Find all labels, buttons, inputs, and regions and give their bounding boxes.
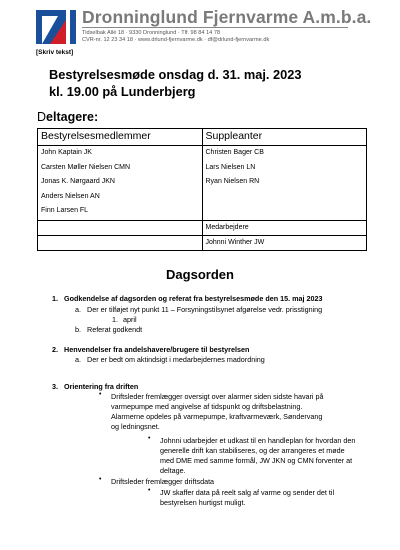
bullet-icon: • bbox=[99, 476, 102, 483]
agenda-item-3-point-1: varmepumpe med angivelse af tidspunkt og driftsbelastning. bbox=[111, 402, 303, 411]
text-placeholder: [Skriv tekst] bbox=[36, 49, 74, 56]
agenda-item-3-subpoint-1: med DME med samme formål, JW JKN og CMN forventer at bbox=[160, 456, 353, 465]
agenda-item-3-number: 3. bbox=[52, 382, 58, 391]
agenda-item-2a-label: a. bbox=[75, 355, 81, 364]
agenda-item-3-title: Orientering fra driften bbox=[64, 382, 139, 391]
members-column-header: Bestyrelsesmedlemmer bbox=[38, 129, 203, 146]
staff-name: Johnni Winther JW bbox=[202, 236, 367, 251]
participants-heading-initial: D bbox=[37, 110, 47, 124]
bullet-icon: • bbox=[148, 487, 151, 494]
members-cell bbox=[38, 146, 203, 221]
header-divider bbox=[82, 27, 348, 28]
staff-header: Medarbejdere bbox=[202, 221, 367, 236]
participants-heading-rest: eltagere: bbox=[46, 110, 99, 124]
agenda-item-3-point-2: Driftsleder fremlægger driftsdata bbox=[111, 477, 215, 486]
agenda-item-1a-sub-number: 1. bbox=[112, 315, 118, 324]
alternate-name: Christen Bager CB bbox=[205, 149, 264, 156]
participants-heading bbox=[37, 110, 98, 124]
agenda-item-3-point-1: Driftsleder fremlægger oversigt over alarmer siden sidste havari på bbox=[111, 392, 324, 401]
member-name: Jonas K. Nørgaard JKN bbox=[41, 178, 115, 185]
agenda-item-2-number: 2. bbox=[52, 345, 58, 354]
agenda-item-3-subpoint-1: deltage. bbox=[160, 466, 186, 475]
agenda-item-3-subpoint-2: bestyrelsen hurtigst muligt. bbox=[160, 498, 246, 507]
alternate-name: Ryan Nielsen RN bbox=[205, 178, 260, 185]
agenda-item-2a-text: Der er bedt om aktindsigt i medarbejdernes madordning bbox=[87, 355, 265, 364]
agenda-item-1-title: Godkendelse af dagsorden og referat fra bestyrelsesmøde den 15. maj 2023 bbox=[64, 294, 323, 303]
agenda-item-3-subpoint-1: generelle drift kan stabiliseres, og der arrangeres et møde bbox=[160, 446, 345, 455]
member-name: Carsten Møller Nielsen CMN bbox=[41, 163, 131, 171]
agenda-item-1a-sub-text: april bbox=[123, 315, 137, 324]
meeting-title bbox=[49, 66, 302, 100]
empty-cell bbox=[38, 236, 203, 251]
alternate-name: Lars Nielsen LN bbox=[205, 163, 256, 171]
bullet-icon: • bbox=[99, 391, 102, 398]
agenda-item-1-number: 1. bbox=[52, 294, 58, 303]
member-name: John Kaptain JK bbox=[41, 149, 92, 156]
agenda-item-3-subpoint-1: Johnni udarbejder et udkast til en handleplan for hvordan den bbox=[160, 436, 356, 445]
alternates-cell bbox=[202, 146, 367, 221]
agenda-item-1a-text: Der er tilføjet nyt punkt 11 – Forsyningstilsynet afgørelse vedr. prisstigning bbox=[87, 305, 323, 314]
company-logo bbox=[36, 10, 76, 44]
address-line-2: CVR-nr. 12 23 34 18 · www.drlund-fjernvarme.dk · df@drlund-fjernvarme.dk bbox=[82, 37, 270, 43]
company-name: Dronninglund Fjernvarme A.m.b.a. bbox=[82, 7, 372, 27]
participants-table bbox=[37, 128, 367, 251]
agenda-item-3-subpoint-2: JW skaffer data på reelt salg af varme og sender det til bbox=[160, 488, 335, 497]
agenda-item-3-point-1: og ledningsnet. bbox=[111, 422, 160, 431]
member-name: Finn Larsen FL bbox=[41, 207, 89, 214]
agenda-item-1b-label: b. bbox=[75, 325, 81, 334]
agenda-item-3-point-1: Alarmerne opdeles på varmepumpe, kraftvarmeværk, Søndervang bbox=[111, 412, 323, 421]
meeting-title-line-2: kl. 19.00 på Lunderbjerg bbox=[49, 84, 196, 99]
agenda-item-1b-text: Referat godkendt bbox=[87, 325, 143, 334]
agenda-heading: Dagsorden bbox=[166, 267, 234, 282]
company-address bbox=[82, 30, 269, 44]
agenda-item-1a-label: a. bbox=[75, 305, 81, 314]
address-line-1: Tidselbak Allé 18 · 9330 Dronninglund · Tlf. 98 84 14 78 bbox=[82, 30, 221, 36]
empty-cell bbox=[38, 221, 203, 236]
agenda-item-2-title: Henvendelser fra andelshavere/brugere til bestyrelsen bbox=[64, 345, 250, 354]
meeting-title-line-1: Bestyrelsesmøde onsdag d. 31. maj. 2023 bbox=[49, 67, 302, 82]
bullet-icon: • bbox=[148, 435, 151, 442]
alternates-column-header: Suppleanter bbox=[202, 129, 367, 146]
member-name: Anders Nielsen AN bbox=[41, 192, 100, 200]
